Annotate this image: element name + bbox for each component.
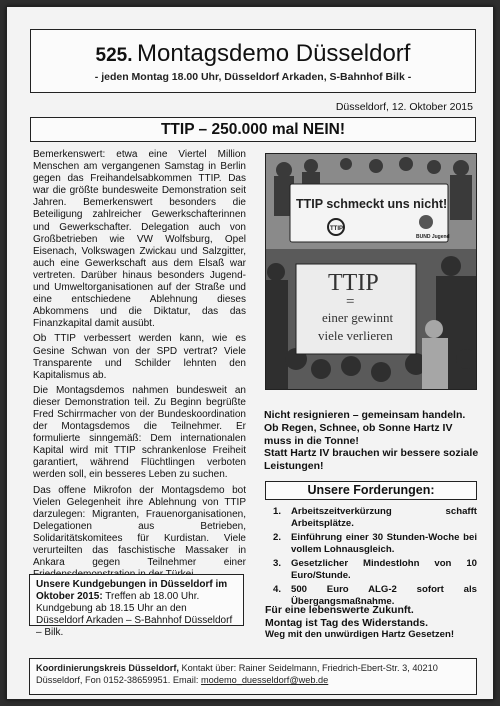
demands-list [265, 506, 477, 610]
demand-item [265, 506, 477, 529]
sign-line-1: TTIP [328, 270, 379, 296]
demand-number: 4. [273, 584, 282, 595]
rally-heading: Unsere Kundgebungen in Düsseldorf im Oktober 2015: [36, 579, 228, 602]
demo-number: 525. [95, 45, 133, 66]
demand-text: Einführung einer 30 Stunden-Woche bei vollem Lohnausgleich. [291, 532, 477, 555]
closing-line: Für eine lebenswerte Zukunft. [265, 604, 414, 616]
article-paragraph: Ob TTIP verbessert werden kann, wie es Gesine Schwan von der SPD vertrat? Viele Transparente und Schilder lehnten den Kapitalismus ab. [33, 333, 246, 381]
sign-line-2: = [346, 294, 355, 310]
sign-line-4: viele verlieren [318, 328, 393, 343]
closing-line: Montag ist Tag des Widerstands. [265, 616, 429, 629]
protest-photo [265, 153, 477, 390]
article-paragraph: Die Montagsdemos nahmen bundesweit an dieser Demonstration teil. Zu Beginn begrüßte Fred Schirrmacher von der Bundeskoordination der Montagsdemos die Teilnehmer. Er formulierte sinngemäß: Dem internationalen Kapital wird mit TTIP schrankenlose Freiheit garantiert, während Flüchtlingen verboten werden soll, ein besseres Leben zu suchen. [33, 384, 246, 481]
article-text [33, 149, 246, 584]
demand-text: Arbeitszeitverkürzung schafft Arbeitsplätze. [291, 506, 477, 529]
sign-line-3: einer gewinnt [322, 310, 394, 325]
demand-item [265, 558, 477, 581]
banner-text: TTIP schmeckt uns nicht! [296, 197, 448, 211]
footer-org: Koordinierungskreis Düsseldorf, [36, 663, 179, 673]
flyer-page [6, 6, 494, 700]
demand-number: 2. [273, 532, 282, 543]
article-paragraph: Bemerkenswert: etwa eine Viertel Million Menschen am vergangenen Samstag in Berlin gegen das Freihandelsabkommen TTIP. Das war die größte bundesweite Demonstration seit Jahren. Bemerkenswert besonders die Beteiligung zahlreicher Gewerkschafterinnen und Gewerkschafter. Delegation auch von Großbetrieben wie VW Wolfsburg, Opel Eisenach, Volkswagen Zwickau und Salzgitter, auch eine Gewerkschaft aus dem Elsaß war vertreten. Darüber hinaus besonders Jugend- und Umweltorganisationen auf der Straße und eine entschiedene Ablehnung dieses Abkommens und die Diktatur, das das Finanzkapital damit ausübt. [33, 149, 246, 330]
slogan-line: Nicht resignieren – gemeinsam handeln. [264, 409, 466, 421]
article-paragraph: Das offene Mikrofon der Montagsdemo bot Vielen Gelegenheit ihre Ablehnung von TTIP darzulegen: Migranten, Frauenorganisationen, Delegationen aus Betrieben, Solidaritätskomitees für Kurdistan. Viele verurteilten das faschistische Massaker in Ankara gegen Teilnehmer einer [33, 484, 246, 569]
masthead-subtitle: - jeden Montag 18.00 Uhr, Düsseldorf Arkaden, S-Bahnhof Bilk - [94, 71, 412, 83]
headline: TTIP – 250.000 mal NEIN! [30, 117, 476, 142]
demand-number: 1. [273, 506, 282, 517]
closing-block [265, 604, 481, 642]
demand-number: 3. [273, 558, 282, 569]
demand-text: 500 Euro ALG-2 sofort als Übergangsmaßnahme. [291, 584, 477, 607]
slogan-line: Statt Hartz IV brauchen wir bessere soziale Leistungen! [264, 447, 479, 473]
masthead [30, 29, 476, 93]
demands-heading: Unsere Forderungen: [265, 481, 477, 500]
demand-text: Gesetzlicher Mindestlohn von 10 Euro/Stunde. [291, 558, 477, 581]
footer-email-link[interactable]: modemo_duesseldorf@web.de [200, 675, 329, 685]
footer-contact [29, 658, 477, 695]
masthead-title [31, 40, 475, 68]
dateline: Düsseldorf, 12. Oktober 2015 [335, 101, 473, 113]
footer-contact-text: Kontakt über: Rainer Seidelmann, Friedrich-Ebert-Str. 3, 40210 Düsseldorf, Fon 0152-38659951. Email: [36, 663, 438, 685]
slogan-block [264, 409, 480, 473]
demand-item [265, 532, 477, 555]
rally-text: Treffen ab 18.00 Uhr. Kundgebung ab 18.15 Uhr an den Düsseldorf Arkaden – S-Bahnhof Düsseldorf – Bilk. [36, 591, 233, 638]
slogan-line: Ob Regen, Schnee, ob Sonne Hartz IV muss in die Tonne! [264, 421, 453, 447]
svg-text:TTIP: TTIP [330, 226, 343, 232]
bund-logo-text: BUND Jugend [416, 234, 450, 240]
demo-name: Montagsdemo Düsseldorf [136, 40, 411, 67]
rally-info-box [29, 574, 244, 638]
closing-line: Weg mit den unwürdigen Hartz Gesetzen! [265, 629, 455, 640]
